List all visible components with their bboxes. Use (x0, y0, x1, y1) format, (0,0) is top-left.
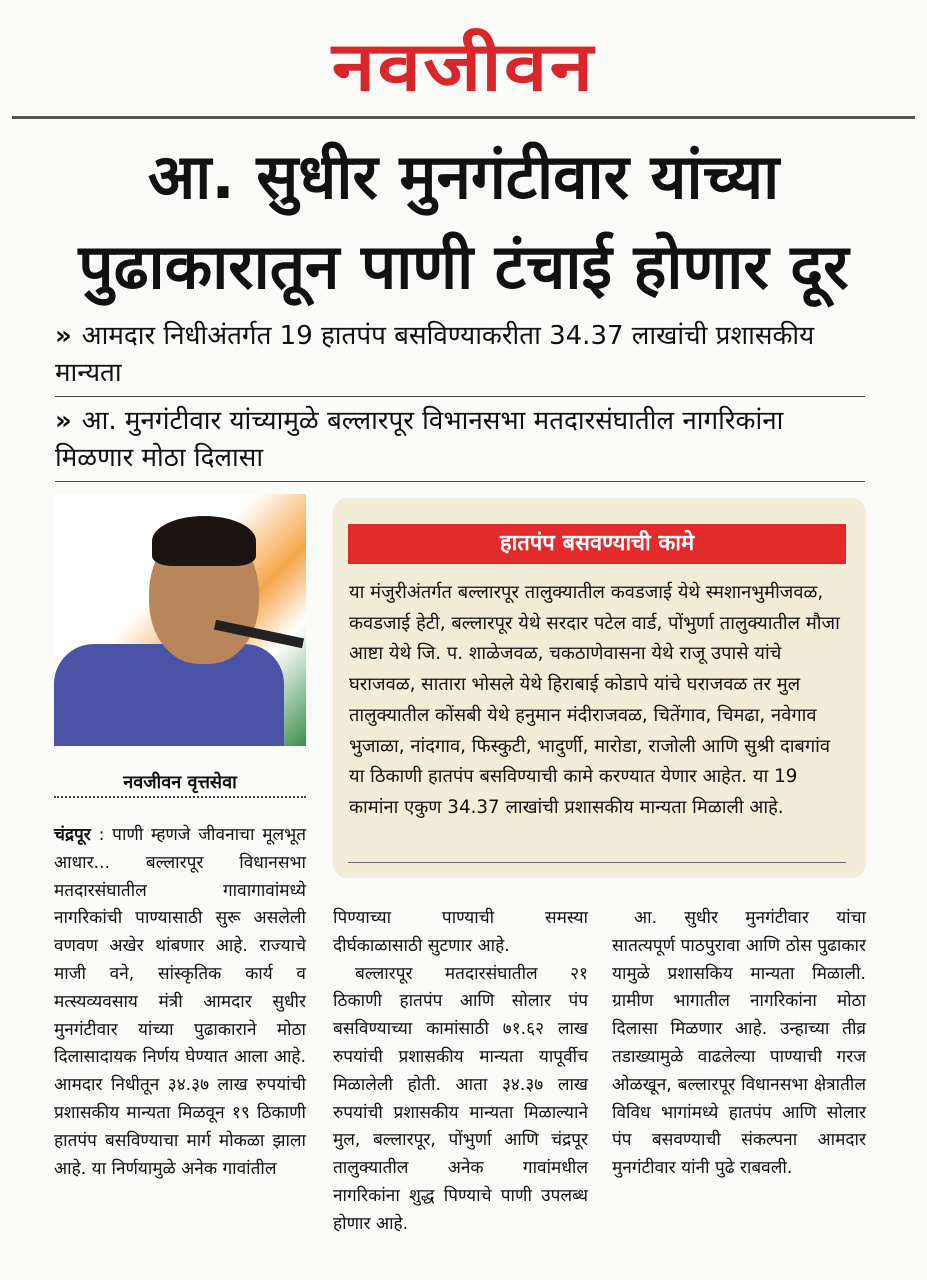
article-paragraph: बल्लारपूर मतदारसंघातील २१ ठिकाणी हातपंप आणि सोलार पंप बसविण्याच्या कामांसाठी ७१.६२ लाख रुपयांची प्रशासकीय मान्यता यापूर्वीच मिळालेली होती. आता ३४.३७ लाख रुपयांची प्रशासकीय मान्यता मिळाल्याने मुल, बल्लारपूर, पोंभुर्णा आणि चंद्रपूर तालुक्यातील अनेक गावांमधील नागरिकांना शुद्ध पिण्याचे पाणी उपलब्ध होणार आहे. (333, 963, 588, 1234)
byline-divider (54, 796, 306, 798)
article-paragraph: आ. सुधीर मुनगंटीवार यांचा सातत्यपूर्ण पाठपुरावा आणि ठोस पुढाकार यामुळे प्रशासकिय मान्यता मिळाली. ग्रामीण भागातील नागरिकांना मोठा दिलासा मिळणार आहे. उन्हाच्या तीव्र तडाख्यामुळे वाढलेल्या पाण्याची गरज ओळखून, बल्लारपूर विधानसभा क्षेत्रातील विविध भागांमध्ये हातपंप आणि सोलार पंप बसवण्याची संकल्पना आमदार मुनगंटीवार यांनी पुढे राबवली. (612, 908, 866, 1179)
article-column-3 (612, 905, 866, 1183)
byline: नवजीवन वृत्तसेवा (123, 772, 237, 793)
subheadline-item (55, 318, 865, 397)
info-box-text: या मंजुरीअंतर्गत बल्लारपूर तालुक्यातील कवडजाई येथे स्मशानभुमीजवळ, कवडजाई हेटी, बल्लारपूर येथे सरदार पटेल वार्ड, पोंभुर्णा तालुक्यातील मौजा आष्टा येथे जि. प. शाळेजवळ, चकठाणेवासना येथे राजू उपासे यांचे घराजवळ, सातारा भोसले येथे हिराबाई कोडापे यांचे घराजवळ तर मुल तालुक्यातील कोंसबी येथे हनुमान मंदीराजवळ, चितेंगाव, चिमढा, नवेगाव भुजाळा, नांदगाव, फिस्कुटी, भादुर्णी, मारोडा, राजोली आणि सुश्री दाबगांव या ठिकाणी हातपंप बसविण्याची कामे करण्यात येणार आहेत. या 19 कामांना एकुण 34.37 लाखांची प्रशासकीय मान्यता मिळाली आहे. (349, 582, 840, 818)
headline-line-1: आ. सुधीर मुनगंटीवार यांच्या (147, 140, 780, 213)
masthead (0, 27, 927, 118)
chevron-icon: » (55, 406, 72, 436)
subheadline-list (55, 318, 865, 488)
article-paragraph: पिण्याच्या पाण्याची समस्या दीर्घकाळासाठी सुटणार आहे. (333, 908, 588, 956)
info-box-title: हातपंप बसवण्याची कामे (348, 524, 846, 564)
subheadline-text: आ. मुनगंटीवार यांच्यामुळे बल्लारपूर विभानसभा मतदारसंघातील नागरिकांना मिळणार मोठा दिलासा (55, 406, 784, 473)
politician-photo (54, 494, 306, 746)
info-box-divider (348, 862, 846, 863)
photo-hair (152, 516, 256, 566)
dateline: चंद्रपूर (54, 825, 91, 845)
article-column-1 (54, 822, 306, 1183)
subheadline-text: आमदार निधीअंतर्गत 19 हातपंप बसविण्याकरीता 34.37 लाखांची प्रशासकीय मान्यता (55, 321, 815, 388)
headline (0, 132, 927, 312)
masthead-rule (12, 116, 915, 119)
subheadline-item (55, 403, 865, 482)
chevron-icon: » (55, 321, 72, 351)
headline-line-2: पुढाकारातून पाणी टंचाई होणार दूर (78, 230, 849, 303)
article-column-2 (333, 905, 588, 1239)
photo-shirt (54, 644, 284, 746)
newspaper-logo: नवजीवन (331, 27, 596, 107)
article-text: : पाणी म्हणजे जीवनाचा मूलभूत आधार... बल्लारपूर विधानसभा मतदारसंघातील गावागावांमध्ये नागरिकांची पाण्यासाठी सुरू असलेली वणवण अखेर थांबणार आहे. राज्याचे माजी वने, सांस्कृतिक कार्य व मत्स्यव्यवसाय मंत्री आमदार सुधीर मुनगंटीवार यांच्या पुढाकाराने मोठा दिलासादायक निर्णय घेण्यात आला आहे. आमदार निधीतून ३४.३७ लाख रुपयांची प्रशासकीय मान्यता मिळवून १९ ठिकाणी हातपंप बसविण्याचा मार्ग मोकळा झाला आहे. या निर्णयामुळे अनेक गावांतील (54, 825, 306, 1179)
